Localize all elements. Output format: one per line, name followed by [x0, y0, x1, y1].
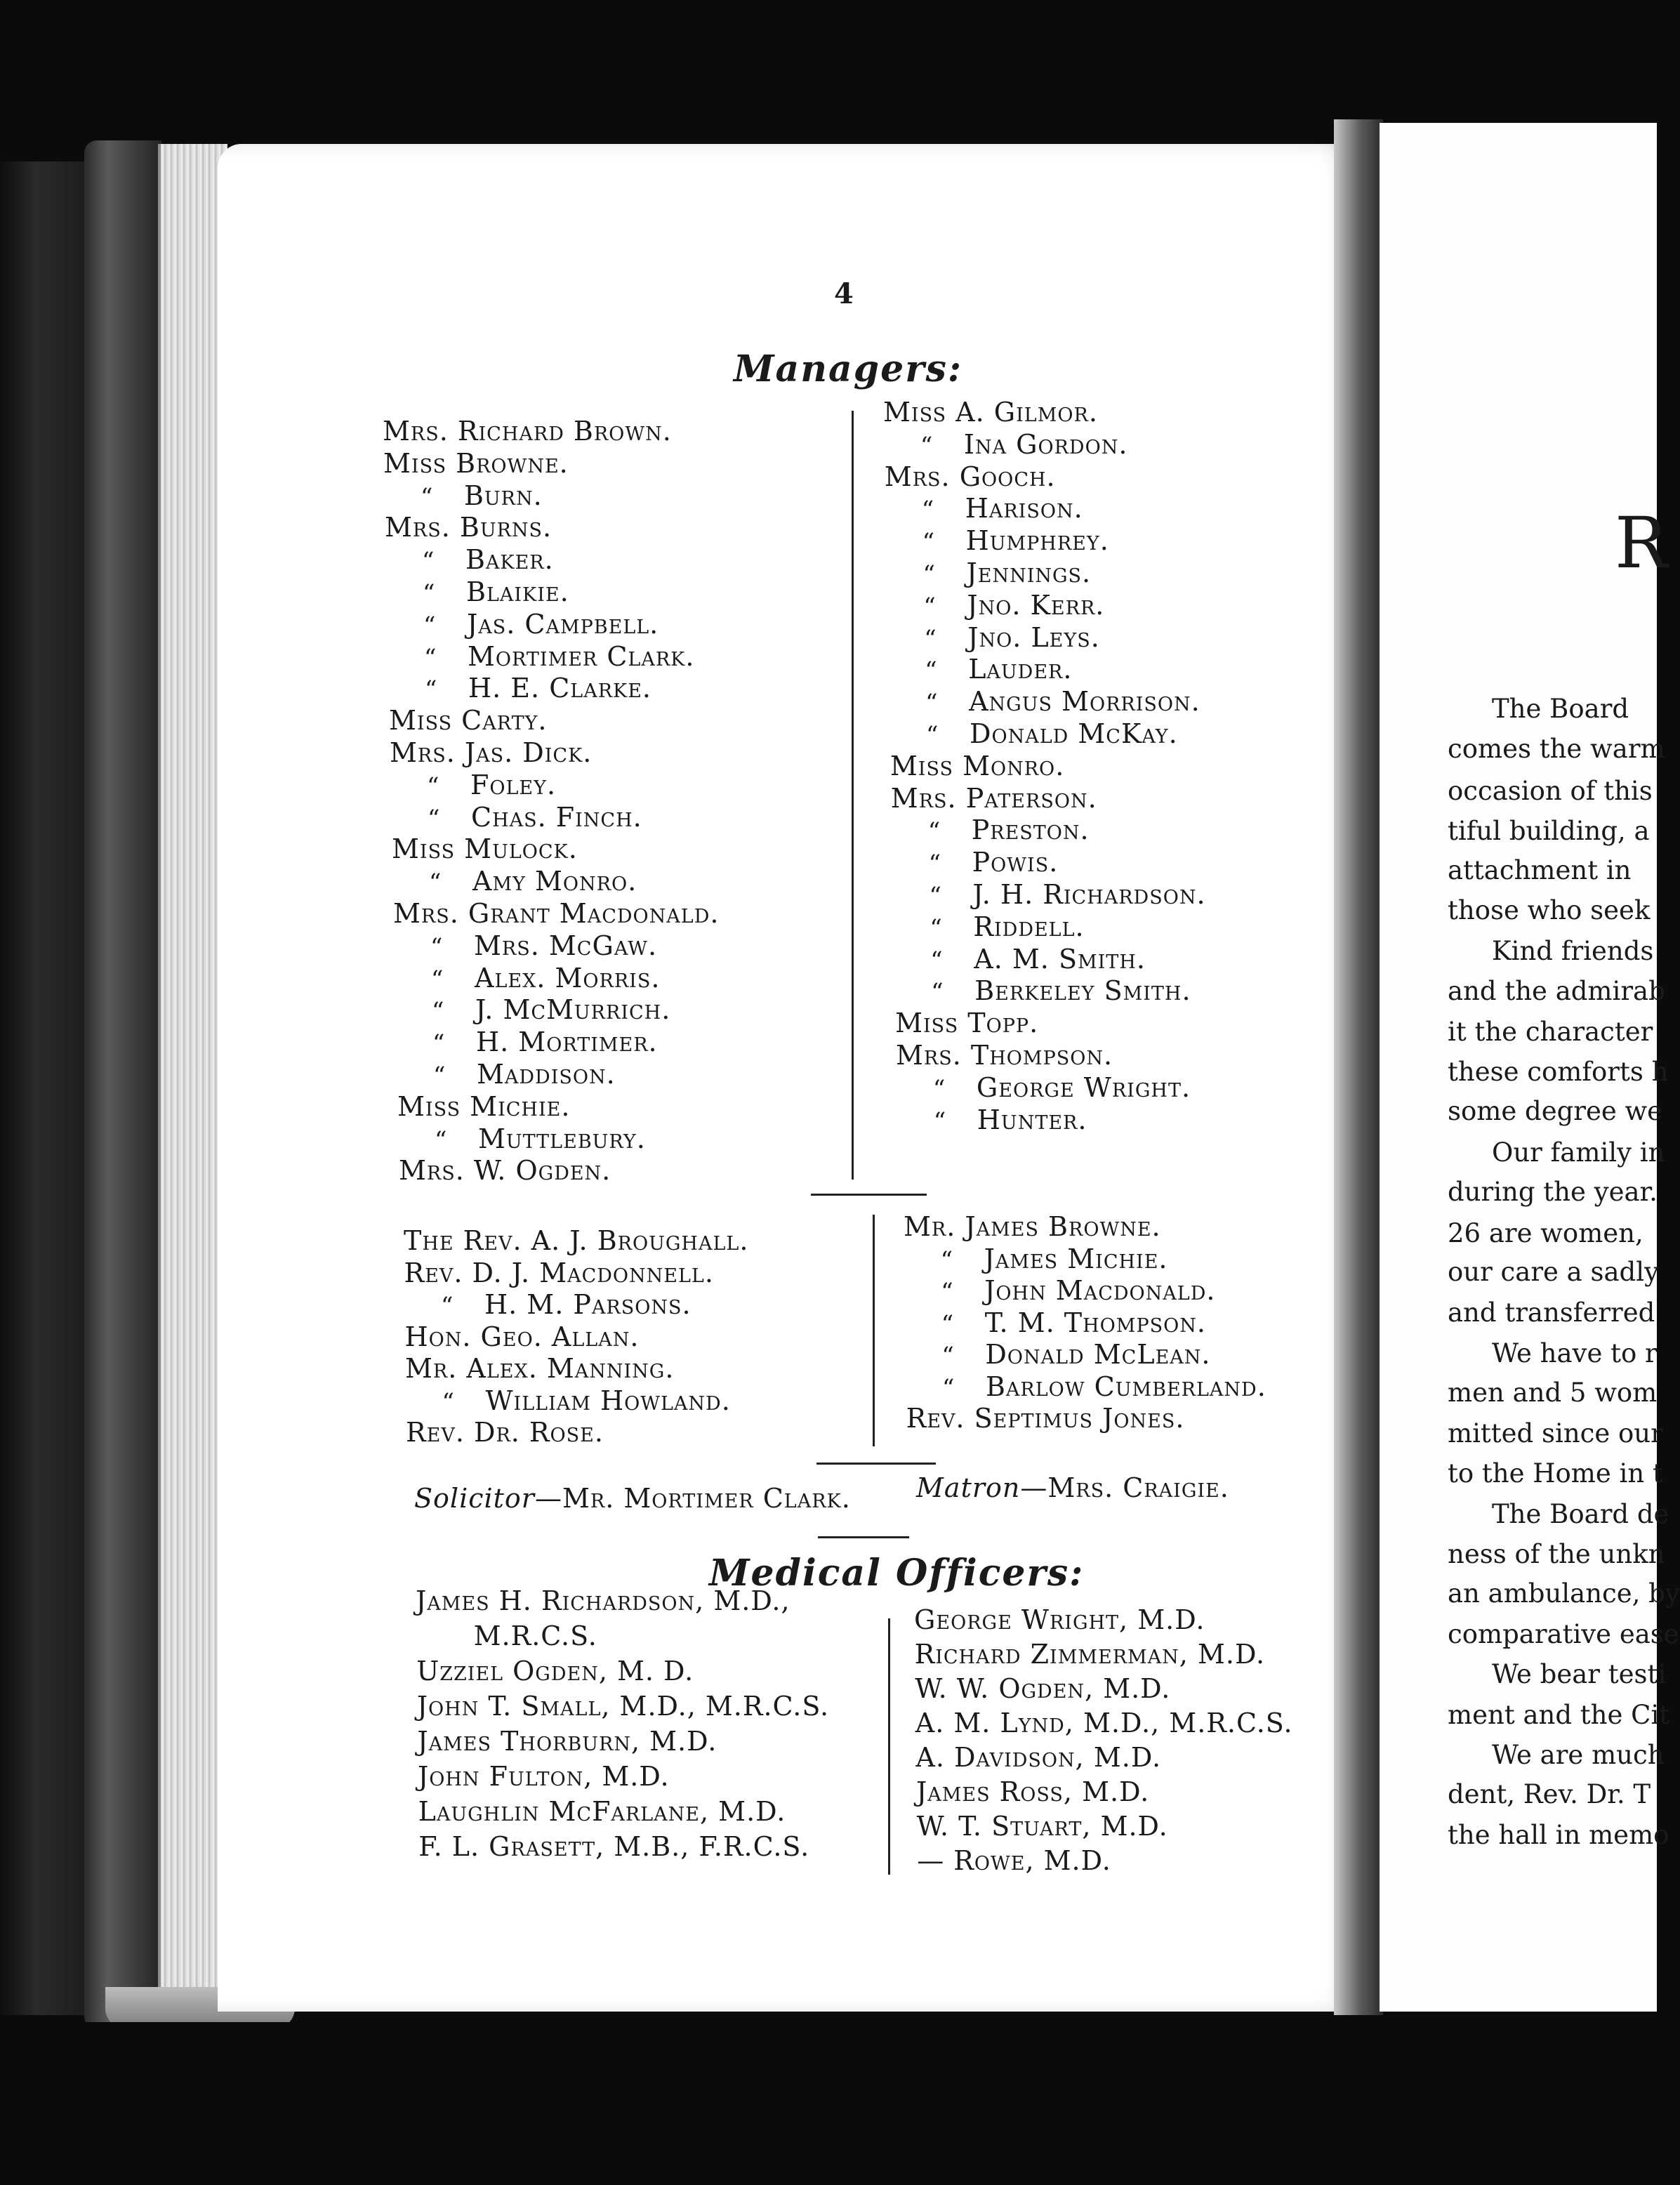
medical-officers-heading: Medical Officers:	[709, 1552, 1085, 1595]
list-entry	[405, 1321, 640, 1352]
entry-name: Barlow Cumberland.	[986, 1371, 1266, 1402]
entry-name: A. M. Smith.	[974, 943, 1146, 975]
entry-name: Mrs. Jas. Dick.	[390, 737, 593, 768]
list-entry	[941, 1339, 1210, 1370]
ditto-mark: “	[421, 482, 434, 511]
book-gutter	[1334, 119, 1383, 2015]
list-entry	[390, 737, 592, 768]
ditto-mark: “	[942, 1373, 955, 1402]
list-entry	[405, 1353, 674, 1384]
entry-name: Blaikie.	[466, 576, 569, 607]
ditto-mark: “	[930, 946, 944, 975]
list-entry	[926, 718, 1178, 749]
list-entry: A. M. Lynd, M.D., M.R.C.S.	[915, 1708, 1293, 1738]
list-entry	[423, 609, 659, 640]
entry-name: Donald McLean.	[985, 1339, 1211, 1370]
right-page-line: tiful building, a	[1448, 816, 1650, 846]
list-entry: A. Davidson, M.D.	[915, 1742, 1162, 1773]
ditto-mark: “	[922, 560, 936, 588]
entry-name: George Wright.	[976, 1071, 1191, 1103]
entry-name: Mrs. McGaw.	[474, 930, 658, 961]
list-entry: John Fulton, M.D.	[418, 1761, 670, 1792]
list-entry: Richard Zimmerman, M.D.	[914, 1639, 1266, 1670]
right-page-line: attachment in	[1448, 855, 1632, 885]
entry-name: Mrs. Gooch.	[884, 461, 1056, 492]
entry-name: James Michie.	[984, 1243, 1168, 1274]
list-entry	[895, 1008, 1038, 1038]
list-entry: W. T. Stuart, M.D.	[916, 1811, 1168, 1842]
entry-name: Miss Topp.	[895, 1008, 1039, 1039]
list-entry	[429, 866, 637, 897]
list-entry	[383, 448, 569, 479]
entry-name: Burn.	[464, 480, 543, 511]
list-entry	[421, 480, 543, 511]
ditto-mark: “	[441, 1292, 454, 1320]
entry-name: Riddell.	[973, 911, 1085, 942]
right-page-line: mitted since our	[1448, 1418, 1663, 1448]
ditto-mark: “	[929, 882, 942, 910]
ditto-mark: “	[927, 817, 941, 846]
list-entry: James Ross, M.D.	[916, 1776, 1150, 1807]
right-page-line: occasion of this	[1448, 776, 1653, 806]
right-page-line: dent, Rev. Dr. T	[1448, 1779, 1651, 1809]
ditto-mark: “	[432, 1029, 446, 1058]
book-spine	[84, 140, 161, 2029]
right-page-line: Kind friends	[1492, 936, 1654, 966]
entry-name: Rev. D. J. Macdonnell.	[404, 1257, 714, 1288]
list-entry	[923, 557, 1092, 588]
entry-name: Miss A. Gilmor.	[883, 397, 1098, 428]
ditto-mark: “	[941, 1309, 955, 1338]
entry-name: Rev. Dr. Rose.	[406, 1417, 604, 1448]
entry-name: Foley.	[470, 769, 557, 800]
list-entry	[404, 1225, 748, 1256]
ditto-mark: “	[423, 579, 436, 607]
list-entry	[423, 576, 569, 607]
column-divider	[873, 1215, 875, 1446]
ditto-mark: “	[940, 1246, 953, 1274]
ditto-mark: “	[429, 869, 442, 897]
right-page-line: those who seek	[1448, 895, 1651, 925]
column-divider	[852, 411, 854, 1180]
entry-name: Angus Morrison.	[969, 686, 1201, 718]
list-entry	[427, 770, 556, 800]
entry-name: Berkeley Smith.	[974, 975, 1191, 1007]
list-entry	[442, 1385, 731, 1416]
entry-name: Donald McKay.	[970, 718, 1178, 749]
list-entry	[392, 833, 578, 864]
list-entry	[930, 911, 1084, 942]
ditto-mark: “	[433, 1062, 447, 1090]
ditto-mark: “	[431, 965, 444, 994]
entry-name: Alex. Morris.	[475, 962, 661, 994]
list-entry: — Rowe, M.D.	[917, 1845, 1111, 1876]
list-entry	[930, 879, 1206, 910]
ditto-mark: “	[925, 656, 938, 685]
entry-name: Humphrey.	[965, 525, 1109, 557]
ditto-mark: “	[933, 1107, 947, 1135]
right-page-line: We are much	[1492, 1740, 1665, 1770]
entry-name: Maddison.	[477, 1059, 616, 1090]
list-entry	[422, 544, 554, 575]
ditto-mark: “	[435, 1125, 448, 1154]
entry-name: Jno. Kerr.	[967, 589, 1105, 621]
ditto-mark: “	[430, 932, 444, 961]
entry-name: Mrs. Paterson.	[890, 782, 1097, 814]
ditto-mark: “	[922, 528, 935, 557]
section-rule	[811, 1194, 927, 1196]
scan-background	[0, 2022, 1657, 2185]
right-page-line: to the Home in t	[1448, 1458, 1663, 1488]
right-page-line: ment and the Cit	[1448, 1700, 1670, 1730]
ditto-mark: “	[432, 997, 445, 1026]
list-entry	[424, 641, 694, 672]
list-entry	[941, 1275, 1215, 1306]
entry-name: Amy Monro.	[472, 866, 637, 897]
ditto-mark: “	[427, 772, 440, 800]
list-entry	[433, 1059, 616, 1090]
list-entry	[891, 783, 1097, 814]
right-page-line: The Board	[1492, 694, 1629, 724]
list-entry	[920, 429, 1128, 460]
list-entry: Uzziel Ogden, M. D.	[416, 1656, 694, 1686]
list-entry: James H. Richardson, M.D.,	[416, 1585, 791, 1616]
list-entry: Laughlin McFarlane, M.D.	[418, 1796, 786, 1827]
book-cover-edge	[0, 161, 91, 2015]
ditto-mark: “	[921, 496, 935, 524]
entry-name: Muttlebury.	[478, 1123, 646, 1154]
entry-name: Mrs. W. Ogden.	[399, 1155, 611, 1187]
ditto-mark: “	[442, 1387, 455, 1416]
entry-name: Mrs. Burns.	[385, 512, 553, 543]
ditto-mark: “	[423, 611, 437, 640]
list-entry	[930, 944, 1146, 975]
matron-name: —Mrs. Craigie.	[1020, 1472, 1229, 1503]
entry-name: Jas. Campbell.	[467, 608, 659, 640]
entry-name: Miss Michie.	[397, 1090, 571, 1122]
entry-name: Mr. James Browne.	[904, 1211, 1161, 1242]
ditto-mark: “	[941, 1278, 954, 1306]
right-page-line: and transferred	[1448, 1298, 1655, 1328]
entry-name: T. M. Thompson.	[984, 1307, 1206, 1338]
page-number: 4	[834, 277, 854, 310]
list-entry	[883, 397, 1098, 428]
right-page-line: We bear testi	[1492, 1659, 1667, 1689]
entry-name: Hunter.	[977, 1104, 1087, 1135]
list-entry	[925, 654, 1072, 685]
list-entry	[924, 622, 1100, 653]
entry-name: H. E. Clarke.	[468, 673, 652, 704]
entry-name: Mrs. Richard Brown.	[383, 416, 672, 447]
ditto-mark: “	[920, 431, 934, 460]
list-entry	[941, 1307, 1206, 1338]
right-page-line: comes the warm	[1448, 734, 1665, 764]
list-entry	[389, 705, 548, 736]
right-page-line: men and 5 wom	[1448, 1378, 1658, 1408]
entry-name: H. Mortimer.	[476, 1027, 658, 1058]
solicitor-name: —Mr. Mortimer Clark.	[534, 1483, 851, 1514]
ditto-mark: “	[923, 592, 937, 621]
right-page-line: the hall in memo	[1448, 1820, 1669, 1850]
right-page-line: We have to r	[1492, 1338, 1658, 1368]
list-entry	[406, 1417, 604, 1448]
entry-name: Harison.	[965, 493, 1083, 524]
list-entry	[942, 1371, 1266, 1402]
solicitor-role: Solicitor	[414, 1483, 535, 1514]
list-entry: W. W. Ogden, M.D.	[915, 1673, 1171, 1704]
matron-role: Matron	[916, 1472, 1021, 1503]
right-page-line: it the character	[1448, 1017, 1653, 1047]
right-page-line: ness of the unkn	[1448, 1539, 1665, 1569]
list-entry	[904, 1211, 1161, 1242]
list-entry	[393, 898, 719, 929]
list-entry	[929, 847, 1059, 878]
entry-name: Miss Mulock.	[392, 833, 578, 865]
list-entry	[385, 512, 552, 543]
entry-name: The Rev. A. J. Broughall.	[404, 1225, 749, 1256]
entry-name: Ina Gordon.	[963, 428, 1128, 460]
list-entry: F. L. Grasett, M.B., F.R.C.S.	[418, 1831, 810, 1862]
list-entry	[404, 1257, 714, 1288]
entry-name: J. McMurrich.	[475, 994, 671, 1026]
entry-name: Preston.	[971, 814, 1090, 846]
ditto-mark: “	[941, 1342, 955, 1370]
right-page-initial: R	[1615, 502, 1668, 584]
entry-name: Miss Monro.	[889, 750, 1065, 781]
right-page-line: Our family in	[1492, 1137, 1665, 1168]
list-entry	[430, 930, 657, 961]
list-entry	[928, 814, 1090, 845]
list-entry	[383, 416, 672, 447]
ditto-mark: “	[424, 643, 437, 672]
ditto-mark: “	[930, 913, 943, 942]
ditto-mark: “	[428, 804, 441, 833]
list-entry	[399, 1155, 611, 1186]
list-entry	[432, 1027, 658, 1057]
entry-name: Powis.	[972, 847, 1059, 878]
list-entry	[425, 673, 652, 704]
entry-name: Chas. Finch.	[471, 801, 642, 833]
right-page-line: 26 are women,	[1448, 1218, 1643, 1248]
list-entry	[397, 1091, 570, 1122]
list-entry	[432, 994, 670, 1025]
list-entry	[906, 1403, 1185, 1434]
right-page-line: The Board de	[1492, 1499, 1669, 1529]
list-entry	[922, 525, 1109, 556]
right-page-line: and the admirab	[1448, 976, 1665, 1006]
list-entry	[923, 590, 1104, 621]
entry-name: Miss Carty.	[389, 705, 548, 737]
entry-name: Hon. Geo. Allan.	[404, 1321, 640, 1352]
entry-name: John Macdonald.	[984, 1275, 1216, 1306]
list-entry	[885, 461, 1056, 492]
right-page-line: our care a sadly	[1448, 1257, 1659, 1287]
right-page-line: during the year.	[1448, 1177, 1658, 1207]
right-page-line: comparative ease	[1448, 1619, 1679, 1649]
entry-name: Rev. Septimus Jones.	[906, 1403, 1185, 1434]
entry-name: J. H. Richardson.	[972, 879, 1206, 910]
entry-name: Mrs. Grant Macdonald.	[393, 898, 720, 929]
entry-name: Mr. Alex. Manning.	[405, 1353, 675, 1384]
list-entry: James Thorburn, M.D.	[417, 1726, 717, 1757]
list-entry	[431, 963, 660, 994]
ditto-mark: “	[925, 689, 939, 718]
list-entry	[933, 1072, 1191, 1103]
entry-name: Jno. Leys.	[967, 621, 1100, 653]
entry-name: Miss Browne.	[383, 447, 569, 479]
list-entry: M.R.C.S.	[473, 1620, 597, 1651]
ditto-mark: “	[924, 624, 937, 653]
list-entry: George Wright, M.D.	[914, 1604, 1205, 1635]
right-page-line: these comforts h	[1448, 1057, 1669, 1087]
entry-name: H. M. Parsons.	[484, 1289, 692, 1320]
ditto-mark: “	[422, 547, 435, 576]
section-rule	[818, 1536, 909, 1538]
list-entry	[934, 1104, 1087, 1135]
ditto-mark: “	[425, 675, 438, 704]
entry-name: Baker.	[465, 544, 554, 576]
solicitor-line	[414, 1483, 851, 1514]
ditto-mark: “	[926, 721, 939, 749]
right-page-line: some degree we	[1448, 1096, 1663, 1126]
list-entry	[925, 686, 1201, 717]
section-rule	[816, 1463, 936, 1465]
list-entry	[890, 751, 1064, 781]
entry-name: Jennings.	[966, 557, 1092, 588]
entry-name: William Howland.	[485, 1385, 731, 1416]
ditto-mark: “	[932, 1074, 946, 1103]
entry-name: Lauder.	[968, 654, 1073, 685]
ditto-mark: “	[931, 978, 944, 1007]
list-entry	[435, 1123, 646, 1154]
list-entry	[941, 1243, 1168, 1274]
right-page-line: an ambulance, by	[1448, 1578, 1680, 1609]
entry-name: Mortimer Clark.	[468, 640, 695, 672]
column-divider	[888, 1618, 890, 1875]
list-entry	[931, 975, 1191, 1006]
list-entry	[896, 1040, 1113, 1071]
matron-line	[916, 1472, 1229, 1503]
list-entry	[922, 493, 1083, 524]
entry-name: Mrs. Thompson.	[896, 1040, 1113, 1071]
list-entry	[428, 802, 642, 833]
list-entry	[441, 1289, 692, 1320]
ditto-mark: “	[928, 850, 941, 878]
list-entry: John T. Small, M.D., M.R.C.S.	[416, 1691, 830, 1722]
managers-heading: Managers:	[734, 348, 963, 390]
